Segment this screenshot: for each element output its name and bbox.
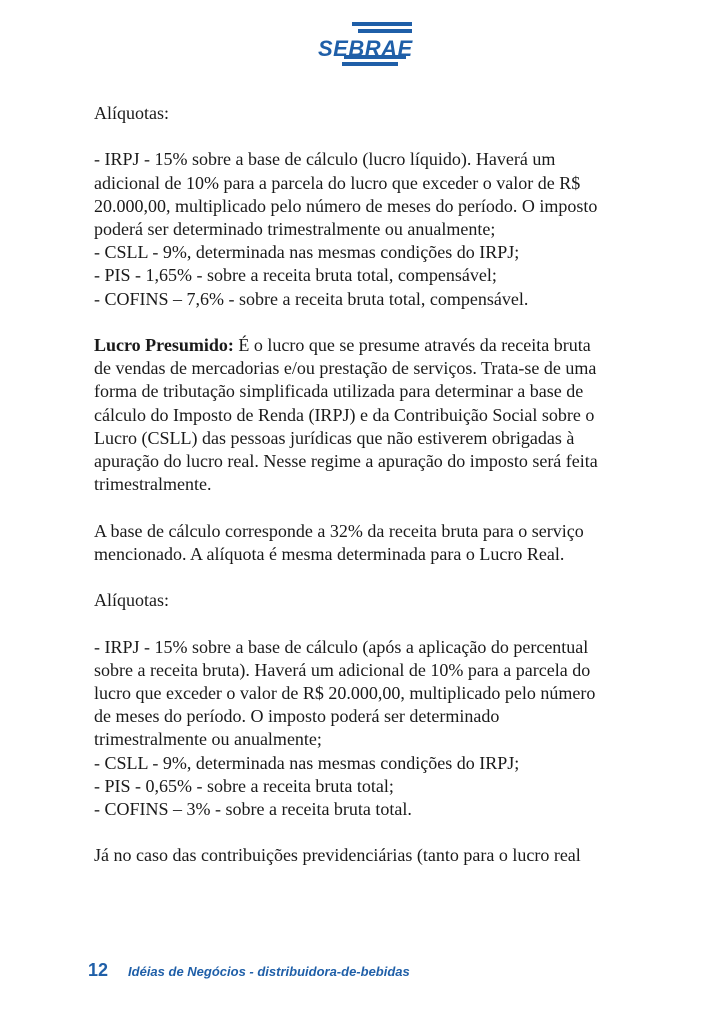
text-line: - CSLL - 9%, determinada nas mesmas condições do IRPJ; bbox=[94, 752, 520, 773]
text-line bbox=[94, 334, 654, 357]
text-line: 20.000,00, multiplicado pelo número de meses do período. O imposto bbox=[94, 195, 598, 216]
section1-list bbox=[94, 148, 654, 310]
text-line: - IRPJ - 15% sobre a base de cálculo (após a aplicação do percentual bbox=[94, 636, 589, 657]
text-line: adicional de 10% para a parcela do lucro que exceder o valor de R$ bbox=[94, 172, 581, 193]
text-line: Já no caso das contribuições previdenciárias (tanto para o lucro real bbox=[94, 845, 581, 866]
page-number: 12 bbox=[88, 960, 109, 980]
text-line: trimestralmente ou anualmente; bbox=[94, 729, 322, 750]
presumido-paragraph bbox=[94, 334, 654, 496]
page-footer bbox=[88, 960, 410, 981]
text-line: de meses do período. O imposto poderá ser determinado bbox=[94, 706, 500, 727]
footer-title: Idéias de Negócios - distribuidora-de-bebidas bbox=[128, 964, 410, 979]
text-line: - COFINS – 7,6% - sobre a receita bruta total, compensável. bbox=[94, 288, 529, 309]
text-line: - IRPJ - 15% sobre a base de cálculo (lucro líquido). Haverá um bbox=[94, 149, 556, 170]
text-line: apuração do lucro real. Nesse regime a apuração do imposto será feita bbox=[94, 451, 598, 472]
final-paragraph bbox=[94, 844, 654, 867]
text-line: A base de cálculo corresponde a 32% da receita bruta para o serviço bbox=[94, 520, 584, 541]
text-line: - COFINS – 3% - sobre a receita bruta total. bbox=[94, 799, 412, 820]
text-line: - PIS - 0,65% - sobre a receita bruta total; bbox=[94, 775, 394, 796]
text-line: trimestralmente. bbox=[94, 474, 212, 495]
text-line: Lucro (CSLL) das pessoas jurídicas que não estiverem obrigadas à bbox=[94, 427, 575, 448]
base-paragraph bbox=[94, 520, 654, 566]
section2-list bbox=[94, 636, 654, 822]
logo-text: SEBRAE bbox=[318, 36, 413, 61]
section1-title: Alíquotas: bbox=[94, 103, 169, 123]
text-line: cálculo do Imposto de Renda (IRPJ) e da Contribuição Social sobre o bbox=[94, 404, 595, 425]
text-line: - CSLL - 9%, determinada nas mesmas condições do IRPJ; bbox=[94, 242, 520, 263]
section2-title: Alíquotas: bbox=[94, 590, 169, 611]
text-line: sobre a receita bruta). Haverá um adicional de 10% para a parcela do bbox=[94, 659, 591, 680]
text-line: - PIS - 1,65% - sobre a receita bruta total, compensável; bbox=[94, 265, 497, 286]
presumido-label: Lucro Presumido: bbox=[94, 335, 234, 355]
presumido-first-line: É o lucro que se presume através da receita bruta bbox=[233, 335, 591, 355]
text-line: mencionado. A alíquota é mesma determinada para o Lucro Real. bbox=[94, 543, 565, 564]
text-line: poderá ser determinado trimestralmente ou anualmente; bbox=[94, 219, 496, 239]
page-content bbox=[94, 102, 654, 868]
sebrae-logo bbox=[318, 22, 414, 66]
text-line: de vendas de mercadorias e/ou prestação de serviços. Trata-se de uma bbox=[94, 358, 597, 379]
text-line: forma de tributação simplificada utilizada para determinar a base de bbox=[94, 381, 584, 402]
text-line: lucro que exceder o valor de R$ 20.000,00, multiplicado pelo número bbox=[94, 683, 596, 703]
